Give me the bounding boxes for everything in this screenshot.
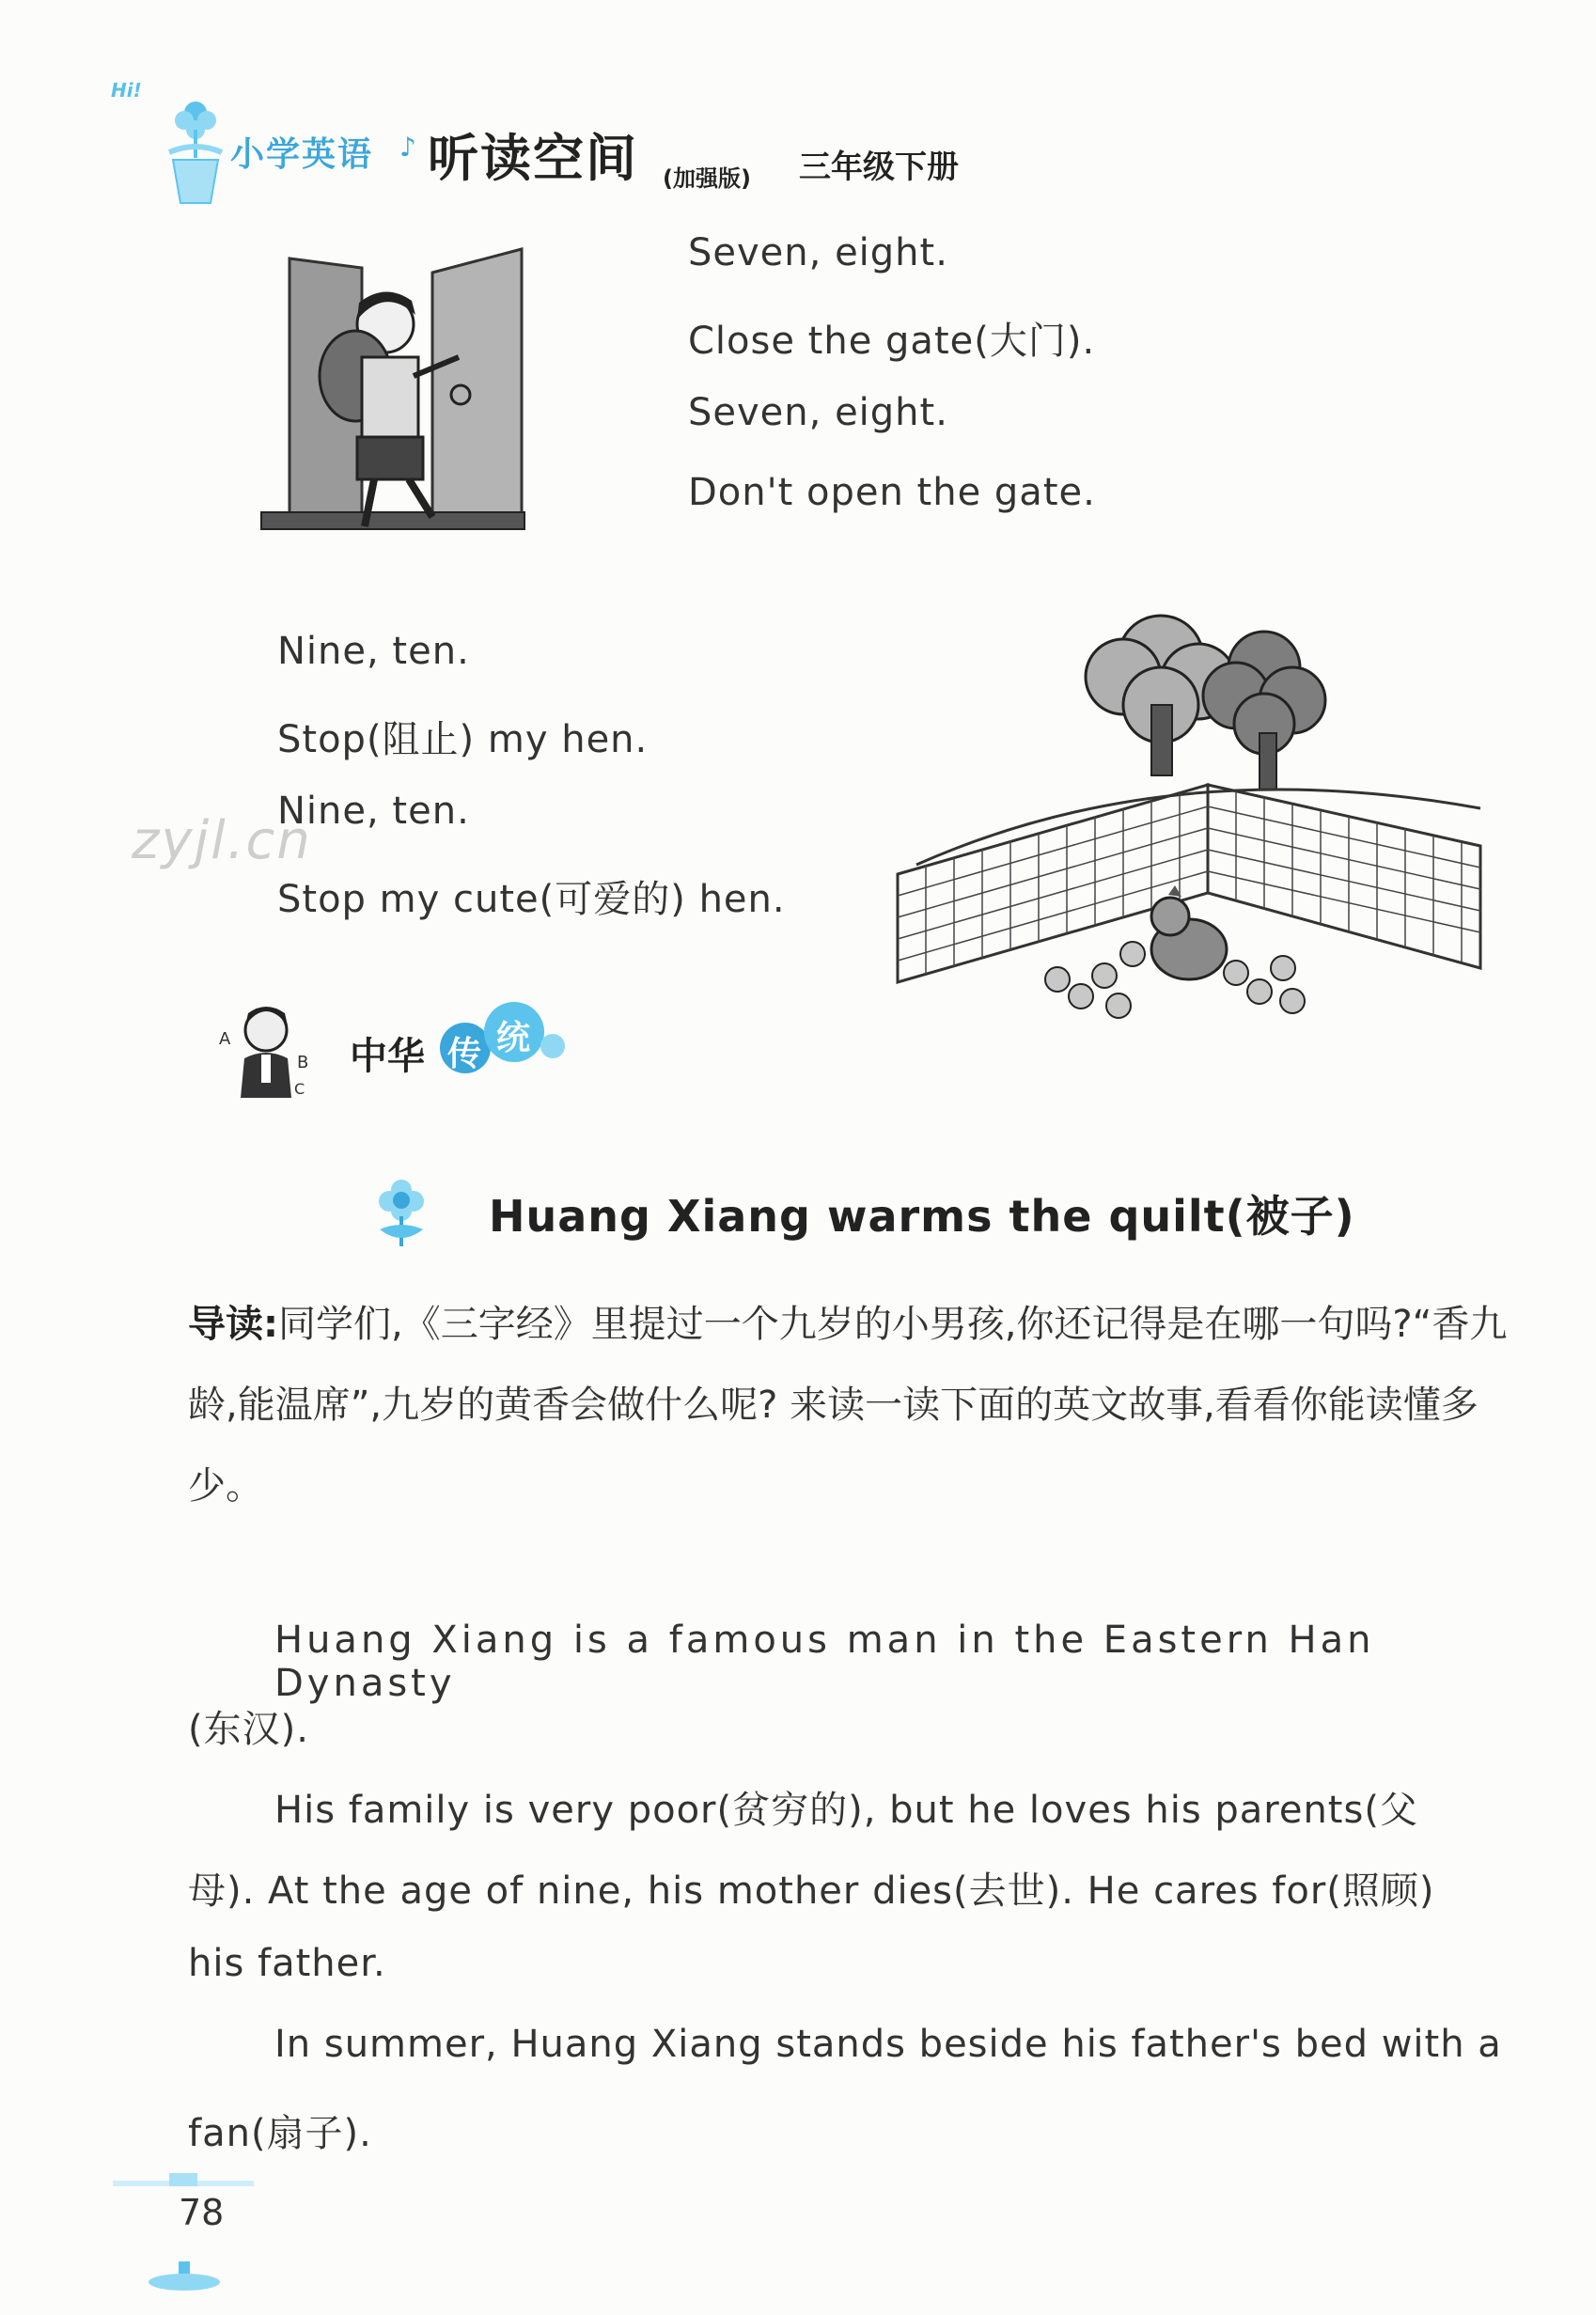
intro-text: 同学们,《三字经》里提过一个九岁的小男孩,你还记得是在哪一句吗?“香九龄,能温席”,九岁的黄香会做什么呢? 来读一读下面的英文故事,看看你能读懂多少。: [188, 1303, 1508, 1508]
flower-icon: [368, 1173, 434, 1252]
music-note-icon: ♪: [399, 132, 416, 163]
boy-gate-illustration: [254, 244, 536, 545]
section-label: 中华: [350, 1035, 425, 1078]
section-bubble-3: [540, 1034, 565, 1058]
verse1-line-2: Close the gate(大门).: [688, 320, 1096, 363]
teacher-icon: [214, 993, 318, 1101]
story-line-4: 母). At the age of nine, his mother dies(去世). He cares for(照顾): [188, 1869, 1435, 1913]
story-line-6: In summer, Huang Xiang stands beside his father's bed with a: [274, 2023, 1502, 2066]
verse1-line-4: Don't open the gate.: [688, 471, 1096, 514]
hi-label: Hi!: [111, 79, 142, 102]
book-title: 听读空间: [428, 129, 638, 188]
verse2-line-3: Nine, ten.: [277, 790, 470, 833]
story-line-7: fan(扇子).: [188, 2112, 372, 2155]
verse2-line-2: Stop(阻止) my hen.: [277, 718, 649, 761]
story-line-1: Huang Xiang is a famous man in the Eastern Han Dynasty: [274, 1619, 1375, 1705]
story-line-3: His family is very poor(贫穷的), but he loves his parents(父: [274, 1789, 1418, 1832]
story-line-2: (东汉).: [188, 1708, 309, 1751]
verse1-line-3: Seven, eight.: [688, 391, 948, 434]
verse2-line-4: Stop my cute(可爱的) hen.: [277, 878, 786, 921]
book-grade: 三年级下册: [799, 149, 959, 186]
watermark: zyjl.cn: [132, 810, 312, 871]
series-name: 小学英语: [230, 135, 374, 174]
intro-paragraph: [188, 1284, 1513, 1526]
svg-text:C: C: [294, 1080, 305, 1098]
story-title: Huang Xiang warms the quilt(被子): [489, 1191, 1355, 1242]
verse1-line-1: Seven, eight.: [688, 231, 948, 274]
section-bubble-2-text: 统: [496, 1019, 531, 1057]
intro-label: 导读:: [188, 1303, 278, 1346]
hen-fence-illustration: [888, 592, 1490, 1034]
story-line-5: his father.: [188, 1942, 386, 1985]
page-number: 78: [179, 2192, 225, 2233]
book-edition: (加强版): [663, 165, 751, 192]
section-bubble-1-text: 传: [447, 1035, 482, 1073]
flower-pot-icon: [150, 85, 235, 207]
svg-text:A: A: [219, 1029, 231, 1049]
svg-text:B: B: [297, 1053, 309, 1072]
verse2-line-1: Nine, ten.: [277, 630, 470, 673]
